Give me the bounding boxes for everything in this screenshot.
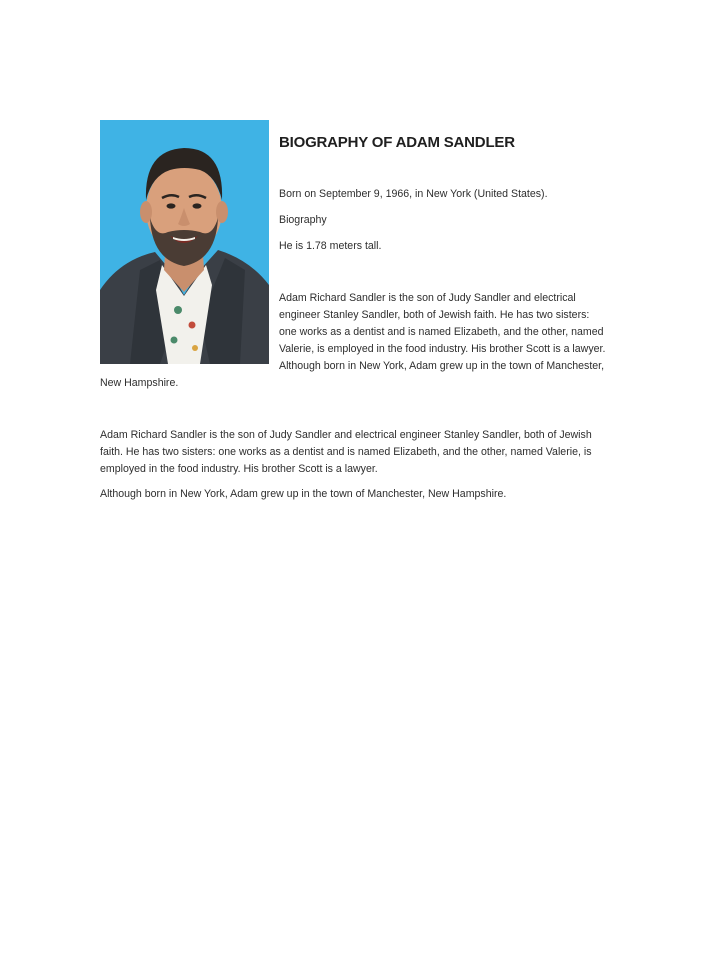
biography-label: Biography	[279, 214, 327, 226]
height-line: He is 1.78 meters tall.	[279, 240, 382, 252]
biography-paragraph-1: Adam Richard Sandler is the son of Judy Sandler and electrical engineer Stanley Sandler, both of Jewish faith. He has two sisters: one works as a dentist and is named Elizabeth, and the other, named Valerie, is employed in the food industry. His brother Scott is a lawyer. Although born in New York, Adam grew up in the town of Manchester, New Hampshire.	[100, 292, 606, 389]
page-title: BIOGRAPHY OF ADAM SANDLER	[279, 134, 515, 151]
portrait-photo	[100, 120, 269, 364]
biography-paragraph-2: Adam Richard Sandler is the son of Judy Sandler and electrical engineer Stanley Sandler, both of Jewish faith. He has two sisters: one works as a dentist and is named Elizabeth, and the other, named Valerie, is employed in the food industry. His brother Scott is a lawyer.	[100, 429, 592, 475]
document-body	[100, 120, 608, 503]
born-line: Born on September 9, 1966, in New York (United States).	[279, 188, 548, 200]
biography-paragraph-3: Although born in New York, Adam grew up in the town of Manchester, New Hampshire.	[100, 488, 507, 500]
